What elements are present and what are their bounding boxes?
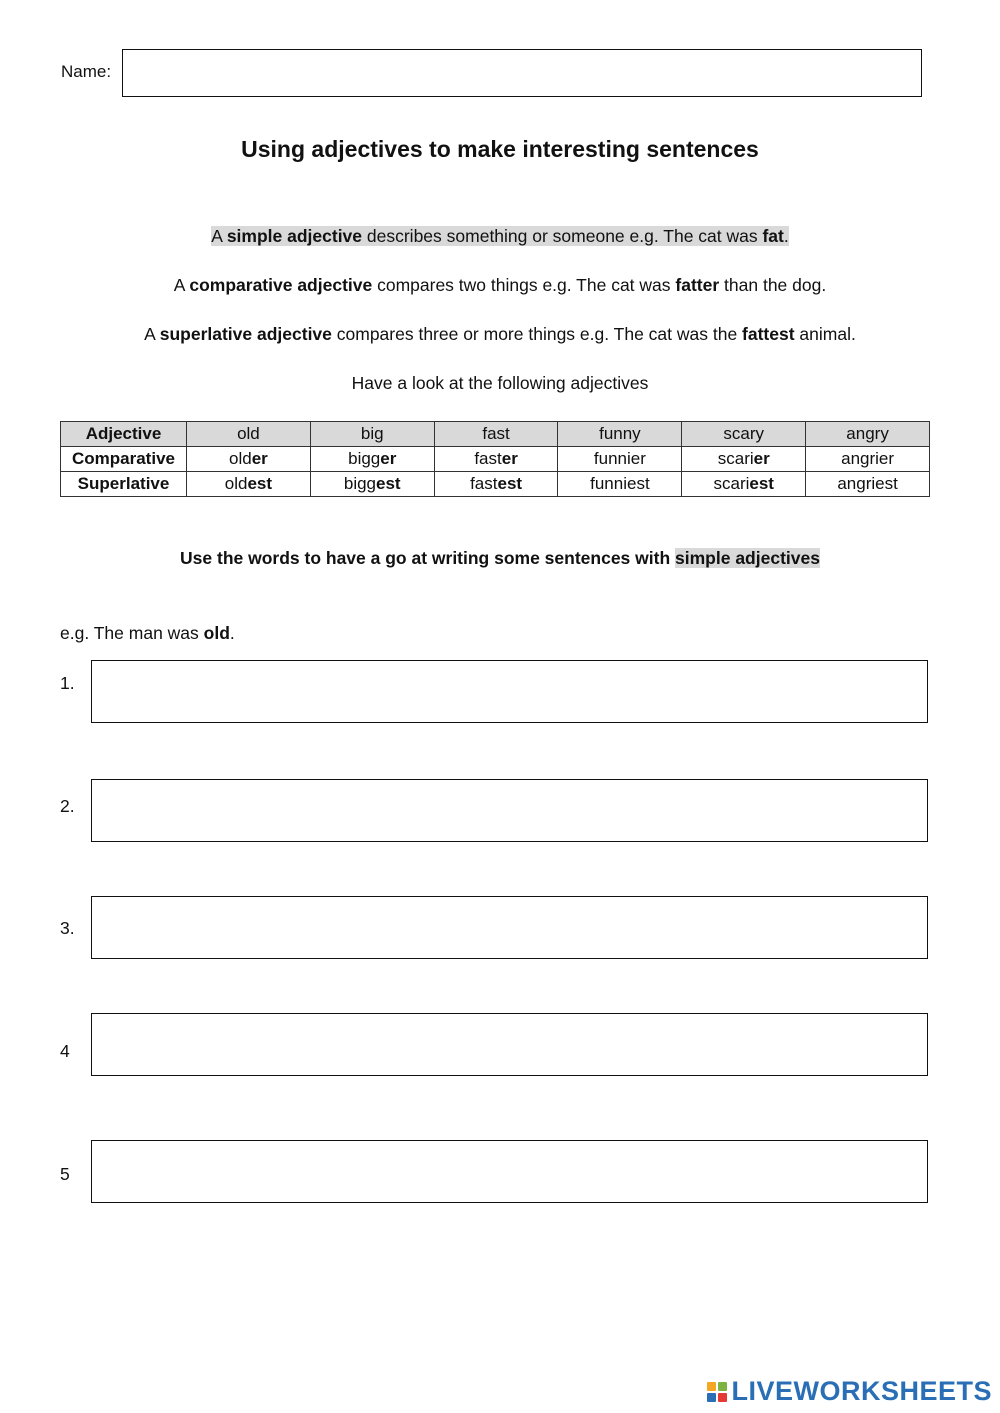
row-header: Adjective	[61, 422, 187, 447]
comparative-adjective-definition: A comparative adjective compares two things e.g. The cat was fatter than the dog.	[173, 275, 827, 295]
adjective-row	[61, 422, 930, 447]
look-instruction: Have a look at the following adjectives	[351, 373, 649, 393]
table-cell: scariest	[682, 472, 806, 497]
answer-number: 3.	[60, 918, 75, 938]
adjective-table	[60, 421, 930, 497]
table-cell: angrier	[806, 447, 930, 472]
answer-number: 1.	[60, 673, 75, 693]
table-cell: older	[187, 447, 311, 472]
liveworksheets-logo	[707, 1376, 992, 1407]
logo-text: LIVEWORKSHEETS	[731, 1376, 992, 1406]
table-cell: fast	[434, 422, 558, 447]
table-cell: scary	[682, 422, 806, 447]
table-cell: scarier	[682, 447, 806, 472]
liveworksheets-logo-icon	[707, 1382, 727, 1402]
table-cell: angry	[806, 422, 930, 447]
superlative-row	[61, 472, 930, 497]
table-cell: big	[310, 422, 434, 447]
table-cell: oldest	[187, 472, 311, 497]
table-cell: angriest	[806, 472, 930, 497]
table-cell: funnier	[558, 447, 682, 472]
row-header: Comparative	[61, 447, 187, 472]
answer-number: 2.	[60, 796, 75, 816]
simple-adjective-definition: A simple adjective describes something or someone e.g. The cat was fat.	[211, 226, 789, 246]
answer-number: 5	[60, 1164, 70, 1184]
worksheet-title: Using adjectives to make interesting sentences	[241, 136, 759, 162]
table-cell: funniest	[558, 472, 682, 497]
answer-input-2[interactable]	[91, 779, 928, 842]
name-label: Name:	[61, 62, 112, 81]
example-sentence: e.g. The man was old.	[60, 623, 235, 643]
superlative-adjective-definition: A superlative adjective compares three or more things e.g. The cat was the fattest animal.	[144, 324, 856, 344]
table-cell: fastest	[434, 472, 558, 497]
table-cell: biggest	[310, 472, 434, 497]
row-header: Superlative	[61, 472, 187, 497]
answer-number: 4	[60, 1041, 70, 1061]
table-cell: funny	[558, 422, 682, 447]
comparative-row	[61, 447, 930, 472]
answer-input-1[interactable]	[91, 660, 928, 723]
answer-input-5[interactable]	[91, 1140, 928, 1203]
table-cell: old	[187, 422, 311, 447]
table-cell: bigger	[310, 447, 434, 472]
answer-input-4[interactable]	[91, 1013, 928, 1076]
answer-input-3[interactable]	[91, 896, 928, 959]
writing-instruction: Use the words to have a go at writing some sentences with simple adjectives	[180, 548, 820, 568]
table-cell: faster	[434, 447, 558, 472]
name-input[interactable]	[122, 49, 922, 97]
